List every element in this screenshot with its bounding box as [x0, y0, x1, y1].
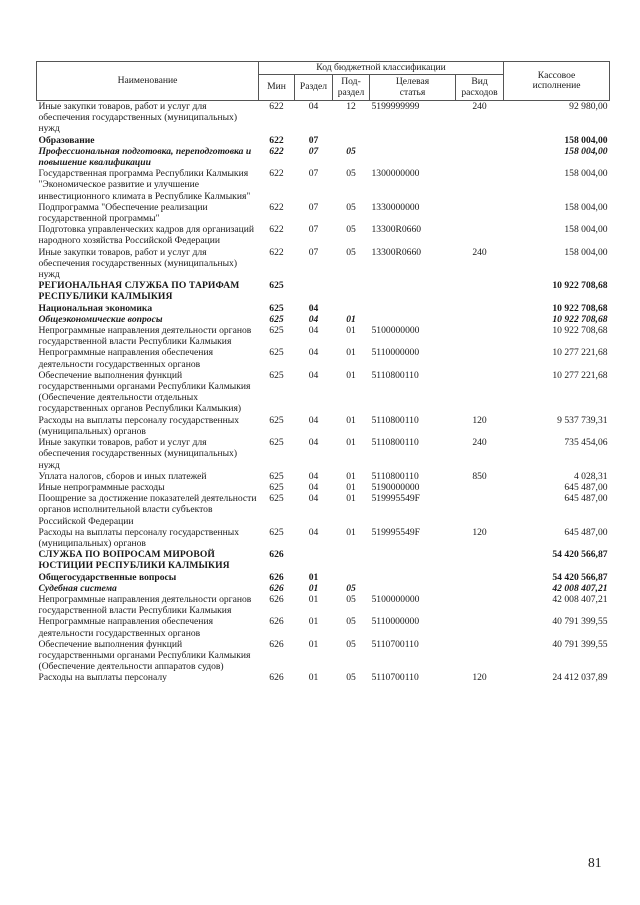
- row-min: 626: [269, 616, 284, 628]
- table-row: [37, 247, 610, 281]
- row-sum: 92 980,00: [569, 101, 608, 112]
- row-min: 625: [269, 280, 284, 292]
- row-sum: 10 277 221,68: [552, 369, 608, 381]
- row-vid: [456, 639, 504, 673]
- row-razdel: 07: [308, 134, 319, 146]
- row-min: 622: [269, 101, 284, 112]
- row-podrazdel: 01: [346, 414, 356, 426]
- row-sum: 42 008 407,21: [552, 593, 608, 605]
- row-tselevaya: [370, 572, 456, 583]
- row-podrazdel: 05: [346, 201, 356, 213]
- table-row: [37, 224, 610, 246]
- table-row: [37, 370, 610, 415]
- row-podrazdel: 05: [346, 582, 356, 594]
- row-name: Расходы на выплаты персоналу: [38, 672, 167, 684]
- table-row: [37, 583, 610, 594]
- row-name: Общеэкономические вопросы: [38, 313, 163, 325]
- row-min: 622: [269, 246, 284, 258]
- row-podrazdel: 05: [346, 672, 356, 684]
- row-tselevaya: 519995549F: [371, 526, 421, 538]
- row-razdel: 04: [308, 325, 319, 337]
- row-min: 622: [269, 201, 284, 213]
- row-sum: 4 028,31: [573, 470, 608, 482]
- row-min: 622: [269, 224, 284, 236]
- header-razdel: Раздел: [295, 75, 333, 101]
- row-podrazdel: [333, 549, 370, 571]
- row-sum: 54 420 566,87: [552, 549, 608, 561]
- row-sum: 42 008 407,21: [552, 582, 608, 594]
- table-body: [37, 101, 610, 684]
- row-vid: [456, 594, 504, 616]
- row-name: РЕГИОНАЛЬНАЯ СЛУЖБА ПО ТАРИФАМ РЕСПУБЛИКИ КАЛМЫКИЯ: [38, 280, 240, 303]
- table-row: [37, 493, 610, 527]
- row-sum: 645 487,00: [564, 526, 608, 538]
- row-razdel: [295, 280, 333, 302]
- row-sum: 158 004,00: [564, 201, 608, 213]
- row-min: 626: [269, 549, 284, 561]
- header-code-group: Код бюджетной классификации: [259, 62, 504, 75]
- table-row: [37, 325, 610, 347]
- header-tselevaya: Целевая статья: [370, 75, 456, 101]
- row-tselevaya: 5190000000: [371, 481, 420, 493]
- row-razdel: 07: [308, 168, 319, 180]
- row-name: Уплата налогов, сборов и иных платежей: [38, 470, 207, 482]
- row-razdel: 04: [308, 470, 319, 482]
- row-vid: [456, 549, 504, 571]
- row-name: Иные непрограммные расходы: [38, 481, 165, 493]
- row-vid: 120: [472, 672, 487, 684]
- row-name: Непрограммные направления деятельности органов государственной власти Республики Калмыкия: [38, 593, 252, 617]
- row-name: Государственная программа Республики Калмыкия "Экономическое развитие и улучшение инвестиционного климата в Республике Калмыкия": [38, 168, 251, 202]
- row-tselevaya: 5110000000: [371, 347, 420, 359]
- row-name: Судебная система: [38, 582, 117, 594]
- row-podrazdel: 01: [346, 325, 356, 337]
- row-razdel: 01: [308, 571, 319, 583]
- table-row: [37, 549, 610, 571]
- row-tselevaya: 5110800110: [371, 470, 419, 482]
- row-tselevaya: 5110800110: [371, 437, 419, 449]
- row-tselevaya: 519995549F: [371, 493, 421, 505]
- row-name: Непрограммные направления деятельности органов государственной власти Республики Калмыкия: [38, 325, 252, 348]
- row-min: 626: [269, 571, 284, 583]
- row-tselevaya: 13300R0660: [371, 224, 422, 236]
- row-sum: 54 420 566,87: [552, 571, 608, 583]
- row-podrazdel: [333, 280, 370, 302]
- row-vid: [456, 493, 504, 527]
- row-tselevaya: 5110800110: [371, 414, 419, 426]
- row-sum: 735 454,06: [564, 437, 608, 449]
- row-name: Расходы на выплаты персоналу государственных (муниципальных) органов: [38, 414, 240, 437]
- row-sum: 40 791 399,55: [552, 616, 608, 628]
- row-vid: 120: [472, 526, 487, 538]
- row-name: Национальная экономика: [38, 302, 153, 314]
- row-podrazdel: [333, 572, 370, 583]
- row-min: 625: [269, 414, 284, 426]
- row-tselevaya: [370, 146, 456, 168]
- row-tselevaya: 5100000000: [371, 593, 420, 605]
- row-tselevaya: [370, 583, 456, 594]
- table-row: [37, 135, 610, 146]
- table-row: [37, 101, 610, 135]
- row-vid: [456, 135, 504, 146]
- row-sum: 10 922 708,68: [552, 280, 608, 292]
- row-name: Общегосударственные вопросы: [38, 571, 177, 583]
- row-razdel: 07: [308, 145, 319, 157]
- row-name: Непрограммные направления обеспечения деятельности государственных органов: [38, 347, 213, 370]
- row-name: Подготовка управленческих кадров для организаций народного хозяйства Российской Федерации: [38, 224, 255, 247]
- table-row: [37, 303, 610, 314]
- row-min: 622: [269, 134, 284, 146]
- row-name: СЛУЖБА ПО ВОПРОСАМ МИРОВОЙ ЮСТИЦИИ РЕСПУБЛИКИ КАЛМЫКИЯ: [38, 549, 230, 572]
- row-podrazdel: 01: [346, 526, 356, 538]
- table-row: [37, 572, 610, 583]
- row-vid: [456, 146, 504, 168]
- table-row: [37, 146, 610, 168]
- row-razdel: 04: [308, 369, 319, 381]
- header-kassovoe: Кассовое исполнение: [504, 62, 610, 101]
- row-razdel: 07: [308, 246, 319, 258]
- row-tselevaya: 13300R0660: [371, 246, 422, 258]
- row-name: Обеспечение выполнения функций государственными органами Республики Калмыкия (Обеспечение деятельности аппаратов судов): [38, 638, 251, 673]
- table-row: [37, 415, 610, 437]
- row-vid: [456, 325, 504, 347]
- row-sum: 10 922 708,68: [552, 313, 608, 325]
- row-tselevaya: [370, 314, 456, 325]
- row-vid: 120: [472, 414, 487, 426]
- row-tselevaya: 5199999999: [371, 101, 420, 112]
- row-podrazdel: 01: [346, 493, 356, 505]
- row-razdel: 04: [308, 414, 319, 426]
- header-min: Мин: [259, 75, 295, 101]
- row-podrazdel: 01: [346, 369, 356, 381]
- row-razdel: 04: [308, 493, 319, 505]
- row-min: 625: [269, 347, 284, 359]
- row-podrazdel: 01: [346, 347, 356, 359]
- budget-table: [36, 61, 610, 684]
- header-podrazdel: Под- раздел: [333, 75, 370, 101]
- row-tselevaya: [370, 280, 456, 302]
- row-razdel: 04: [308, 347, 319, 359]
- row-sum: 158 004,00: [564, 224, 608, 236]
- row-vid: [456, 370, 504, 415]
- row-vid: [456, 280, 504, 302]
- row-tselevaya: 1330000000: [371, 201, 420, 213]
- row-sum: 158 004,00: [564, 168, 608, 180]
- row-podrazdel: 01: [346, 437, 356, 449]
- row-sum: 158 004,00: [564, 145, 608, 157]
- row-razdel: 04: [308, 313, 319, 325]
- row-min: 625: [269, 437, 284, 449]
- header-name: Наименование: [37, 62, 259, 101]
- table-header: [37, 62, 610, 101]
- row-podrazdel: [333, 135, 370, 146]
- row-vid: 850: [472, 470, 487, 482]
- row-sum: 158 004,00: [564, 246, 608, 258]
- row-min: 626: [269, 593, 284, 605]
- table-row: [37, 202, 610, 224]
- row-vid: [456, 572, 504, 583]
- row-vid: 240: [472, 101, 487, 112]
- row-razdel: 07: [308, 224, 319, 236]
- row-razdel: 01: [308, 616, 319, 628]
- row-name: Обеспечение выполнения функций государственными органами Республики Калмыкия (Обеспечение деятельности отдельных государственных органов Республики Калмыкия): [38, 369, 251, 415]
- row-name: Профессиональная подготовка, переподготовка и повышение квалификации: [38, 145, 252, 169]
- row-razdel: 01: [308, 593, 319, 605]
- row-tselevaya: [370, 549, 456, 571]
- row-razdel: 04: [308, 481, 319, 493]
- row-vid: 240: [472, 246, 487, 258]
- row-min: 625: [269, 325, 284, 337]
- table-row: [37, 594, 610, 616]
- row-razdel: 04: [308, 437, 319, 449]
- row-min: 626: [269, 638, 284, 650]
- row-vid: [456, 303, 504, 314]
- row-podrazdel: 05: [346, 593, 356, 605]
- row-name: Непрограммные направления обеспечения деятельности государственных органов: [38, 616, 213, 639]
- row-podrazdel: 05: [346, 638, 356, 650]
- row-razdel: 04: [308, 101, 319, 112]
- row-podrazdel: 01: [346, 313, 356, 325]
- row-name: Поощрение за достижение показателей деятельности органов исполнительной власти субъектов Российской Федерации: [38, 493, 257, 527]
- row-min: 625: [269, 481, 284, 493]
- row-name: Подпрограмма "Обеспечение реализации государственной программы": [38, 201, 208, 225]
- row-min: 625: [269, 313, 284, 325]
- row-podrazdel: 05: [346, 616, 356, 628]
- row-min: 625: [269, 302, 284, 314]
- row-podrazdel: 01: [346, 481, 356, 493]
- row-sum: 9 537 739,31: [557, 414, 608, 426]
- row-tselevaya: [370, 135, 456, 146]
- row-sum: 10 277 221,68: [552, 347, 608, 359]
- row-vid: [456, 224, 504, 246]
- table-row: [37, 314, 610, 325]
- table-row: [37, 639, 610, 673]
- header-vid: Вид расходов: [456, 75, 504, 101]
- row-vid: [456, 616, 504, 638]
- row-sum: 24 412 037,89: [552, 672, 608, 684]
- row-vid: [456, 168, 504, 202]
- table-row: [37, 437, 610, 471]
- row-name: Расходы на выплаты персоналу государственных (муниципальных) органов: [38, 526, 240, 549]
- row-sum: 158 004,00: [564, 134, 608, 146]
- row-vid: [456, 347, 504, 369]
- row-razdel: 01: [308, 672, 319, 684]
- row-sum: 645 487,00: [564, 493, 608, 505]
- row-podrazdel: [333, 303, 370, 314]
- row-min: 625: [269, 470, 284, 482]
- row-min: 625: [269, 493, 284, 505]
- table-row: [37, 527, 610, 549]
- table-row: [37, 616, 610, 638]
- row-min: 626: [269, 672, 284, 684]
- row-vid: 240: [472, 437, 487, 449]
- row-min: 622: [269, 168, 284, 180]
- row-vid: [456, 482, 504, 493]
- row-razdel: 07: [308, 201, 319, 213]
- row-tselevaya: [370, 303, 456, 314]
- row-tselevaya: 5110000000: [371, 616, 420, 628]
- row-name: Образование: [38, 134, 95, 146]
- row-podrazdel: 05: [346, 168, 356, 180]
- row-razdel: 04: [308, 302, 319, 314]
- row-tselevaya: 5110700110: [371, 638, 419, 650]
- row-name: Иные закупки товаров, работ и услуг для обеспечения государственных (муниципальных) нужд: [38, 246, 238, 281]
- row-min: 626: [269, 582, 284, 594]
- row-razdel: [295, 549, 333, 571]
- row-razdel: 01: [308, 582, 319, 594]
- row-tselevaya: 5100000000: [371, 325, 420, 337]
- row-sum: 10 922 708,68: [552, 302, 608, 314]
- row-razdel: 01: [308, 638, 319, 650]
- row-sum: 645 487,00: [564, 481, 608, 493]
- row-podrazdel: 05: [346, 224, 356, 236]
- row-podrazdel: 12: [346, 101, 356, 112]
- row-vid: [456, 583, 504, 594]
- table-row: [37, 482, 610, 493]
- table-row: [37, 471, 610, 482]
- row-tselevaya: 5110800110: [371, 369, 419, 381]
- row-vid: [456, 202, 504, 224]
- row-name: Иные закупки товаров, работ и услуг для обеспечения государственных (муниципальных) нужд: [38, 101, 238, 135]
- table-row: [37, 347, 610, 369]
- table-row: [37, 672, 610, 683]
- page-number: 81: [588, 855, 602, 870]
- row-podrazdel: 05: [346, 246, 356, 258]
- table-row: [37, 168, 610, 202]
- row-sum: 40 791 399,55: [552, 638, 608, 650]
- row-razdel: 04: [308, 526, 319, 538]
- row-tselevaya: 5110700110: [371, 672, 419, 684]
- table-row: [37, 280, 610, 302]
- row-podrazdel: 01: [346, 470, 356, 482]
- row-sum: 10 922 708,68: [552, 325, 608, 337]
- row-tselevaya: 1300000000: [371, 168, 420, 180]
- row-vid: [456, 314, 504, 325]
- row-min: 622: [269, 145, 284, 157]
- row-name: Иные закупки товаров, работ и услуг для обеспечения государственных (муниципальных) нужд: [38, 437, 238, 471]
- row-min: 625: [269, 369, 284, 381]
- row-podrazdel: 05: [346, 145, 356, 157]
- row-min: 625: [269, 526, 284, 538]
